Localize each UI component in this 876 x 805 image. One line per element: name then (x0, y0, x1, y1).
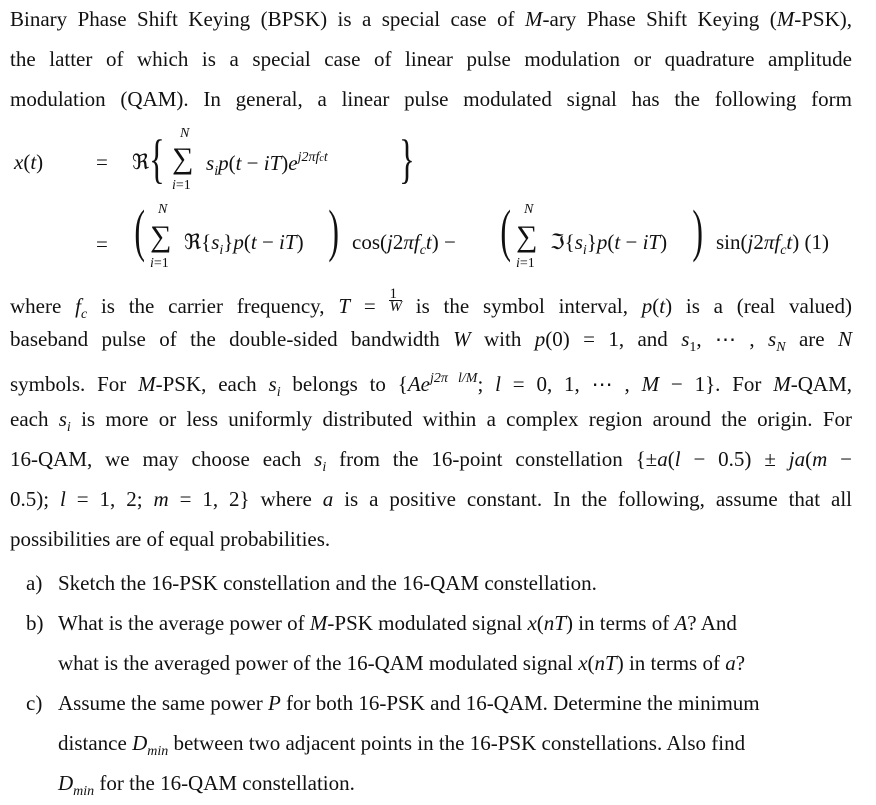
body-line-6: 0.5); l = 1, 2; m = 1, 2} where a is a positive constant. In the following, assume that all (10, 487, 852, 511)
body-line-4: each $s_i$ is more or less uniformly distributed within a complex region around the origin. For (10, 407, 852, 435)
question-a-line-1: Sketch the 16-PSK constellation and the 16-QAM constellation. (58, 571, 597, 595)
question-a-label: a) (26, 571, 43, 595)
question-b-line-2: what is the averaged power of the 16-QAM modulated signal x(nT) in terms of a? (58, 651, 746, 675)
question-c-line-3: $D_{min}$ for the 16-QAM constellation. (58, 771, 355, 799)
equation-eq-sign-1: = (96, 150, 108, 174)
intro-line-2: the latter of which is a special case of linear pulse modulation or quadrature amplitude (10, 47, 852, 71)
body-line-1: where $f_c$ is the carrier frequency, T = $\frac{1}{W}$ is the symbol interval, p(t) is a (real valued) (10, 286, 852, 322)
intro-line-1: Binary Phase Shift Keying (BPSK) is a special case of M-ary Phase Shift Keying (M-PSK), (10, 7, 852, 31)
question-c-label: c) (26, 691, 43, 715)
question-c (26, 690, 852, 716)
equation-lhs: x(t) (14, 150, 44, 174)
body-line-2: baseband pulse of the double-sided bandwidth W with p(0) = 1, and $s_1$, ⋯ , $s_N$ are N (10, 327, 853, 355)
document-page: Binary Phase Shift Keying (BPSK) is a special case of M-ary Phase Shift Keying (M-PSK), the latter of which is a special case of linear pulse modulation or quadrature amplitude modulation (QAM). In general, a linear pulse modulated signal has the following form x(t) = ℜ { ∑ N i=1 $s_ip(t - iT)e^{j2\pi fct}$ } = ( ∑ N i=1 $ℜ\{s_i\}p(t - iT)$ ) $\cos(j2\pi f_ct)$ − ( ∑ N i=1 $ℑ\{s_i\}p(t - iT)$ ) $\sin(j2\pi f_ct)$ (1) where $f_c$ is the carrier frequency, T = $\frac{1}{W}$ is the symbol interval, p(t) is a (real valued) baseband pulse of the double-sided bandwidth W with p(0) = 1, and $s_1$, ⋯ , $s_N$ are N symbols. For M-PSK, each $s_i$ belongs to {$Ae^{j2\pi l/M}$; l = 0, 1, ⋯ , M − 1}. For M-QAM, each $s_i$ is more or less uniformly distributed within a complex region around the origin. For 16-QAM, we may choose each $s_i$ from the 16-point constellation {±a(l − 0.5) ± ja(m − 0.5); l = 1, 2; m = 1, 2} where a is a positive constant. In the following, assume that all possibilities are of equal probabilities. a) Sketch the 16-PSK constellation and the 16-QAM constellation. b) What is the average power of M-PSK modulated signal x(nT) in terms of A? And what is the averaged power of the 16-QAM modulated signal x(nT) in terms of a? c) Assume the same power P for both 16-PSK and 16-QAM. Determine the minimum distance $D_{min}$ between two adjacent points in the 16-PSK constellations. Also find $D_{min}$ for the 16-QAM constellation. (0, 0, 876, 804)
equation-row-2: ( ∑ N i=1 $ℜ\{s_i\}p(t - iT)$ ) $\cos(j2\pi f_ct)$ − ( ∑ N i=1 $ℑ\{s_i\}p(t - iT)$ ) $\sin(j2\pi f_ct)$ (1) (134, 198, 829, 271)
intro-line-3: modulation (QAM). In general, a linear pulse modulated signal has the following form (10, 87, 852, 111)
question-c-line-1: Assume the same power P for both 16-PSK and 16-QAM. Determine the minimum (58, 691, 760, 715)
body-line-7: possibilities are of equal probabilities. (10, 527, 331, 551)
question-c-line-2: distance $D_{min}$ between two adjacent points in the 16-PSK constellations. Also find (58, 731, 746, 759)
body-line-3: symbols. For M-PSK, each $s_i$ belongs to {$Ae^{j2\pi l/M}$; l = 0, 1, ⋯ , M − 1}. For M-QAM, (10, 371, 852, 400)
question-b-line-1: What is the average power of M-PSK modulated signal x(nT) in terms of A? And (58, 611, 737, 635)
body-line-5: 16-QAM, we may choose each $s_i$ from the 16-point constellation {±a(l − 0.5) ± ja(m − (10, 447, 852, 475)
question-a (26, 570, 852, 596)
equation-eq-sign-2: = (96, 232, 108, 256)
question-b-label: b) (26, 611, 44, 635)
question-b (26, 610, 852, 636)
